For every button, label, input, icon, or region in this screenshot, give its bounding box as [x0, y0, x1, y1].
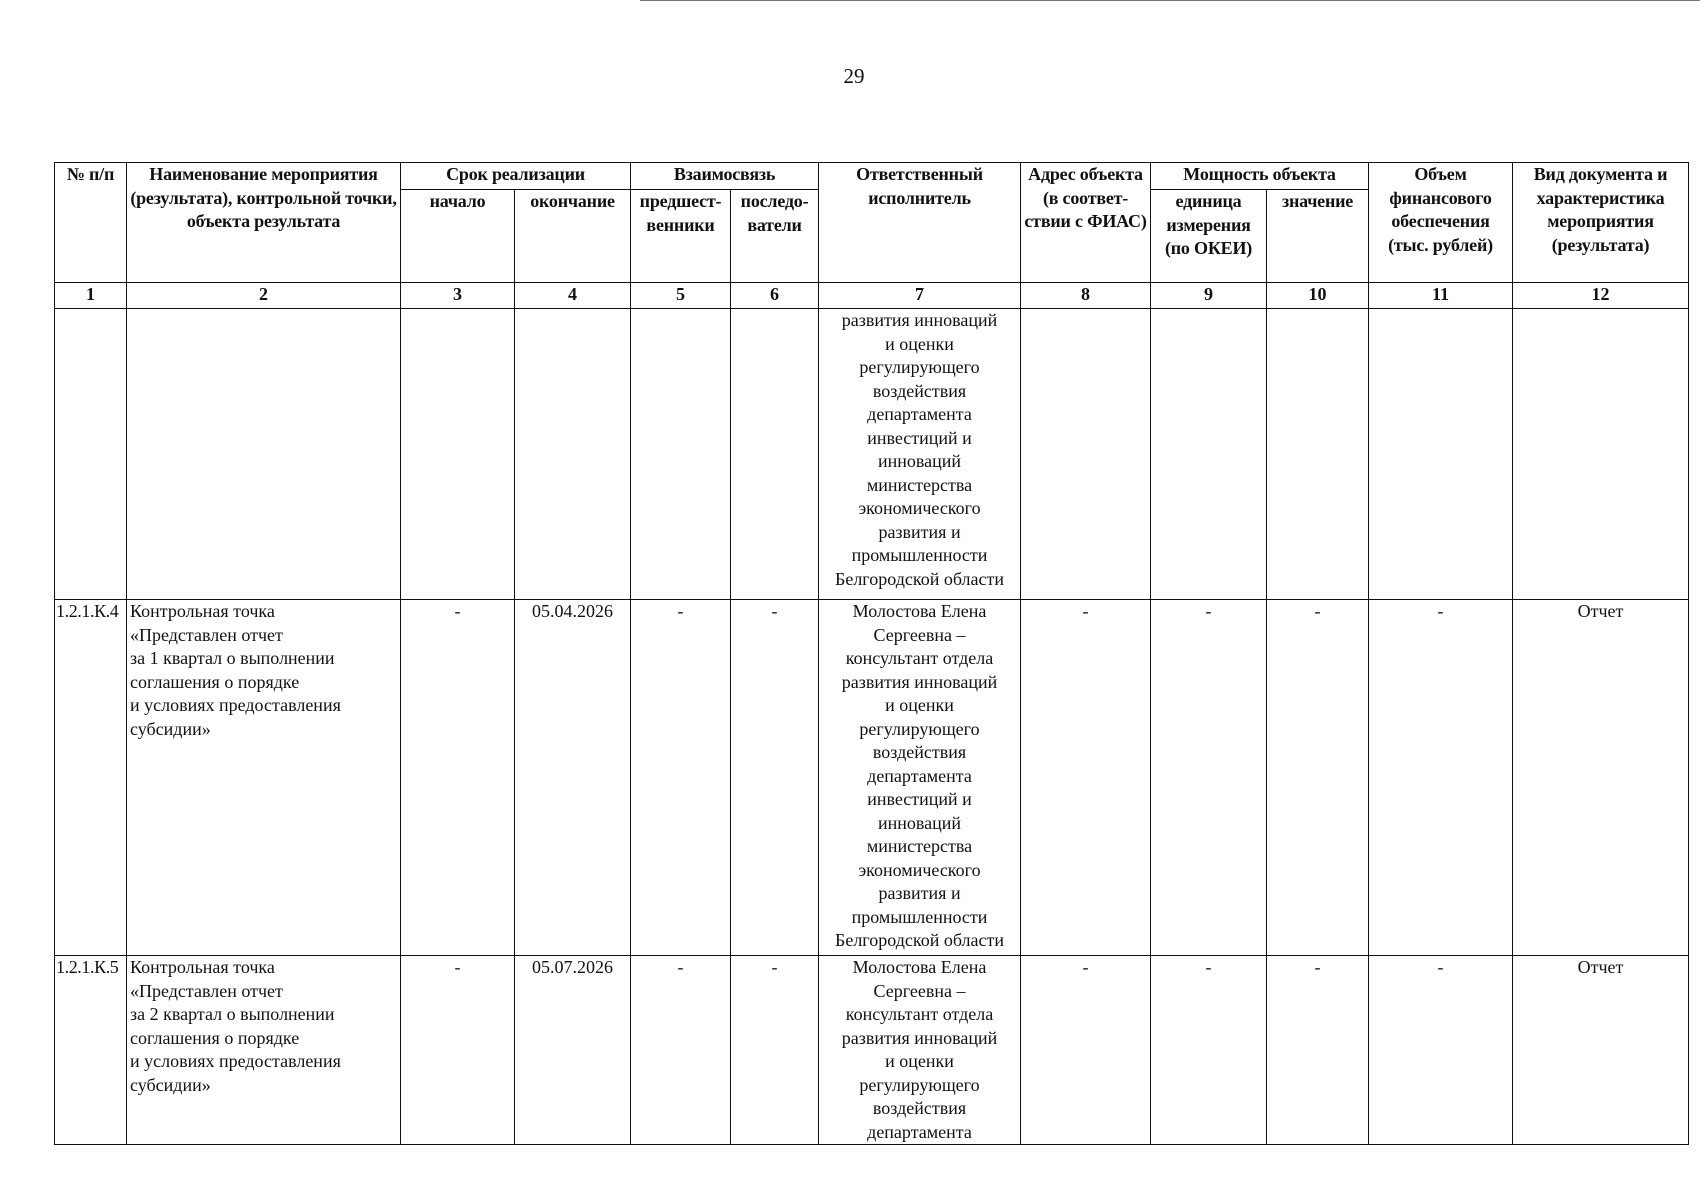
row-value: -: [1267, 956, 1369, 1145]
row-unit: [1151, 309, 1267, 600]
row-address: [1021, 309, 1151, 600]
row-predecessors: [631, 309, 731, 600]
row-start: -: [401, 956, 515, 1145]
row-id: 1.2.1.К.5: [55, 956, 127, 1145]
header-document: Вид документа и характеристика мероприятия (результата): [1513, 163, 1689, 283]
header-responsible: Ответственный исполнитель: [819, 163, 1021, 283]
row-successors: [731, 309, 819, 600]
plan-table: [54, 162, 1689, 1145]
row-name: [127, 309, 401, 600]
column-number: 11: [1369, 283, 1513, 309]
row-document: Отчет: [1513, 956, 1689, 1145]
column-number: 10: [1267, 283, 1369, 309]
row-document: [1513, 309, 1689, 600]
row-address: -: [1021, 956, 1151, 1145]
table-row: [55, 956, 1689, 1145]
column-number: 8: [1021, 283, 1151, 309]
row-responsible: развития инноваций и оценки регулирующего воздействия департамента инвестиций и инноваций министерства экономического развития и промышленности Белгородской области: [819, 309, 1021, 600]
column-number: 5: [631, 283, 731, 309]
row-unit: -: [1151, 956, 1267, 1145]
table-row: [55, 309, 1689, 600]
header-end: окончание: [515, 190, 631, 283]
header-value: значение: [1267, 190, 1369, 283]
header-row-groups: [55, 163, 1689, 190]
header-group-term: Срок реализации: [401, 163, 631, 190]
header-group-relation: Взаимосвязь: [631, 163, 819, 190]
header-finance: Объем финансового обеспечения (тыс. рублей): [1369, 163, 1513, 283]
column-number: 3: [401, 283, 515, 309]
page-number: 29: [843, 64, 865, 88]
row-finance: [1369, 309, 1513, 600]
column-number: 1: [55, 283, 127, 309]
row-end: [515, 309, 631, 600]
row-start: [401, 309, 515, 600]
header-name: Наименование мероприятия (результата), контрольной точки, объекта результата: [127, 163, 401, 283]
row-id: 1.2.1.К.4: [55, 600, 127, 956]
row-value: [1267, 309, 1369, 600]
header-successors: последо-ватели: [731, 190, 819, 283]
column-number: 6: [731, 283, 819, 309]
row-predecessors: -: [631, 600, 731, 956]
header-address: Адрес объекта (в соответ-ствии с ФИАС): [1021, 163, 1151, 283]
scan-top-edge: [640, 0, 1700, 1]
row-responsible: Молостова Елена Сергеевна – консультант отдела развития инноваций и оценки регулирующего воздействия департамента: [819, 956, 1021, 1145]
header-unit: единица измерения (по ОКЕИ): [1151, 190, 1267, 283]
row-successors: -: [731, 956, 819, 1145]
row-finance: -: [1369, 956, 1513, 1145]
header-predecessors: предшест-венники: [631, 190, 731, 283]
header-number: № п/п: [55, 163, 127, 283]
row-successors: -: [731, 600, 819, 956]
column-number: 12: [1513, 283, 1689, 309]
column-number: 4: [515, 283, 631, 309]
row-finance: -: [1369, 600, 1513, 956]
column-number: 2: [127, 283, 401, 309]
row-value: -: [1267, 600, 1369, 956]
row-end: 05.07.2026: [515, 956, 631, 1145]
row-predecessors: -: [631, 956, 731, 1145]
row-name: Контрольная точка «Представлен отчет за 1 квартал о выполнении соглашения о порядке и условиях предоставления субсидии»: [127, 600, 401, 956]
row-end: 05.04.2026: [515, 600, 631, 956]
row-name: Контрольная точка «Представлен отчет за 2 квартал о выполнении соглашения о порядке и условиях предоставления субсидии»: [127, 956, 401, 1145]
header-start: начало: [401, 190, 515, 283]
row-unit: -: [1151, 600, 1267, 956]
column-number: 7: [819, 283, 1021, 309]
table-row: [55, 600, 1689, 956]
row-start: -: [401, 600, 515, 956]
column-number: 9: [1151, 283, 1267, 309]
row-responsible: Молостова Елена Сергеевна – консультант отдела развития инноваций и оценки регулирующего воздействия департамента инвестиций и инноваций министерства экономического развития и промышленности Белгородской области: [819, 600, 1021, 956]
column-numbers-row: [55, 283, 1689, 309]
header-group-capacity: Мощность объекта: [1151, 163, 1369, 190]
row-document: Отчет: [1513, 600, 1689, 956]
row-address: -: [1021, 600, 1151, 956]
row-id: [55, 309, 127, 600]
